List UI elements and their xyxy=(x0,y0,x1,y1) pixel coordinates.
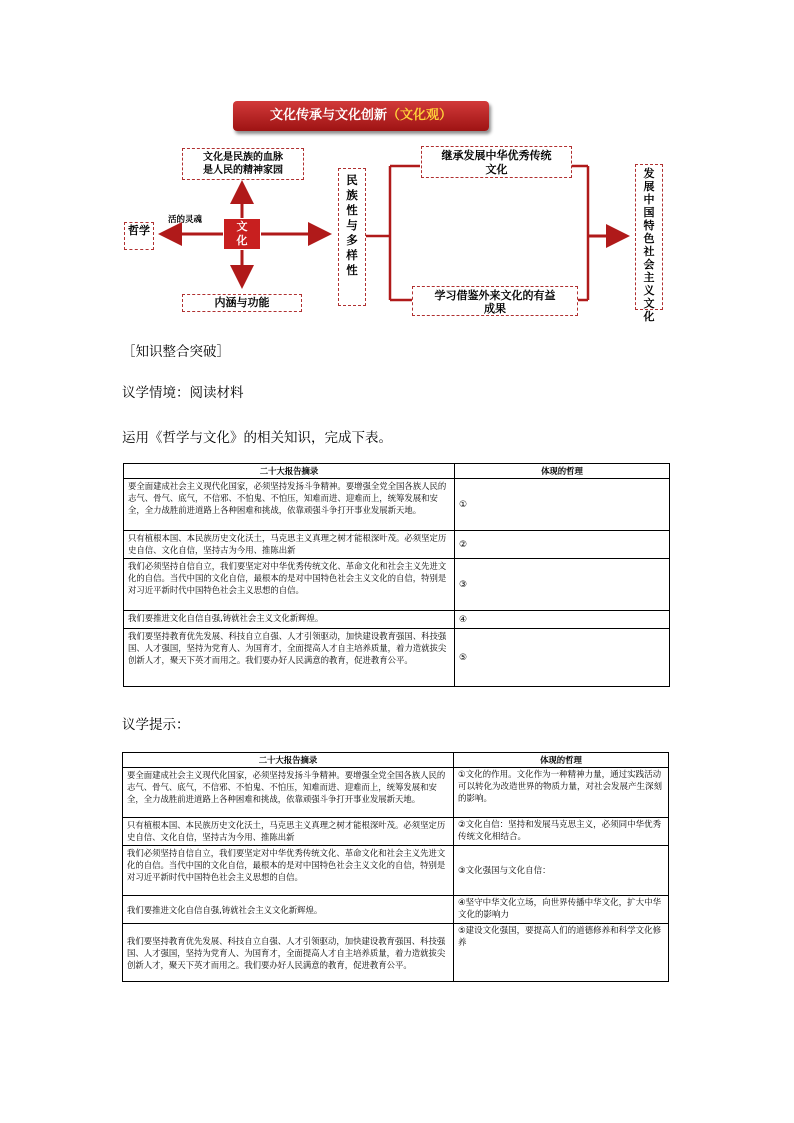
excerpt-cell: 只有植根本国、本民族历史文化沃土，马克思主义真理之树才能根深叶茂。必须坚定历史自信、文化自信，坚持古为今用、推陈出新 xyxy=(124,531,455,559)
culture-center-box xyxy=(224,219,260,249)
excerpt-cell: 只有植根本国、本民族历史文化沃土，马克思主义真理之树才能根深叶茂。必须坚定历史自信、文化自信，坚持古为今用、推陈出新 xyxy=(123,818,454,846)
diagram-title-main: 文化传承与文化创新 xyxy=(269,108,387,123)
excerpt-cell: 我们必须坚持自信自立，我们要坚定对中华优秀传统文化、革命文化和社会主义先进文化的自信。当代中国的文化自信，最根本的是对中国特色社会主义文化的自信，特别是对习近平新时代中国特色社会主义思想的自信。 xyxy=(123,846,454,896)
section-header: ［知识整合突破］ xyxy=(122,344,230,360)
table-header-row xyxy=(124,464,670,479)
excerpt-cell: 我们必须坚持自信自立，我们要坚定对中华优秀传统文化、革命文化和社会主义先进文化的自信。当代中国的文化自信，最根本的是对中国特色社会主义文化的自信，特别是对习近平新时代中国特色社会主义思想的自信。 xyxy=(124,559,455,611)
header-excerpt: 二十大报告摘录 xyxy=(124,464,455,479)
table-row xyxy=(123,924,669,982)
culture-bloodline-box xyxy=(182,148,304,180)
table-row xyxy=(123,846,669,896)
philosophy-label: 哲学 xyxy=(128,224,150,237)
answer-cell: ①文化的作用。文化作为一种精神力量，通过实践活动可以转化为改造世界的物质力量，对社会发展产生深刻的影响。 xyxy=(454,768,669,818)
situation-label: 议学情境：阅读材料 xyxy=(122,385,244,401)
header-excerpt: 二十大报告摘录 xyxy=(123,753,454,768)
diagram-arrows xyxy=(0,0,794,330)
nationality-diversity-label: 民族性与多样性 xyxy=(346,173,358,277)
inherit-tradition-line2: 文化 xyxy=(485,163,508,176)
answer-cell: ⑤建设文化强国，要提高人们的道德修养和科学文化修养 xyxy=(454,924,669,982)
excerpt-cell: 我们要坚持教育优先发展、科技自立自强、人才引领驱动，加快建设教育强国、科技强国、人才强国，坚持为党育人、为国育才，全面提高人才自主培养质量，着力造就拔尖创新人才，聚天下英才而用之。我们要办好人民满意的教育，促进教育公平。 xyxy=(124,629,455,687)
connotation-function-box xyxy=(182,294,302,312)
connotation-function-label: 内涵与功能 xyxy=(214,296,270,309)
excerpt-cell: 我们要坚持教育优先发展、科技自立自强、人才引领驱动，加快建设教育强国、科技强国、人才强国，坚持为党育人、为国育才，全面提高人才自主培养质量，着力造就拔尖创新人才，聚天下英才而用之。我们要办好人民满意的教育，促进教育公平。 xyxy=(123,924,454,982)
answer-table xyxy=(122,752,669,982)
answer-cell[interactable]: ③ xyxy=(455,559,670,611)
header-philosophy: 体现的哲理 xyxy=(455,464,670,479)
exercise-table xyxy=(123,463,670,687)
hint-label: 议学提示： xyxy=(122,717,190,733)
develop-socialist-culture-box xyxy=(635,164,663,323)
instruction-text: 运用《哲学与文化》的相关知识，完成下表。 xyxy=(122,430,392,446)
answer-cell: ②文化自信：坚持和发展马克思主义，必须同中华优秀传统文化相结合。 xyxy=(454,818,669,846)
develop-socialist-culture-label: 发展中国特色社会主义文化 xyxy=(643,167,655,323)
culture-label: 文化 xyxy=(236,220,248,247)
answer-cell: ③文化强国与文化自信： xyxy=(454,846,669,896)
table-row xyxy=(124,559,670,611)
answer-cell: ④坚守中华文化立场，向世界传播中华文化，扩大中华文化的影响力 xyxy=(454,896,669,924)
table-row xyxy=(124,629,670,687)
table-header-row xyxy=(123,753,669,768)
answer-cell[interactable]: ① xyxy=(455,479,670,531)
table-row xyxy=(123,818,669,846)
answer-cell[interactable]: ⑤ xyxy=(455,629,670,687)
excerpt-cell: 要全面建成社会主义现代化国家，必须坚持发扬斗争精神。要增强全党全国各族人民的志气、骨气、底气，不信邪、不怕鬼、不怕压，知难而进、迎难而上，统筹发展和安全，全力战胜前进道路上各种困难和挑战，依靠顽强斗争打开事业发展新天地。 xyxy=(123,768,454,818)
nationality-diversity-box xyxy=(338,168,366,306)
table-row xyxy=(124,611,670,629)
excerpt-cell: 我们要推进文化自信自强,铸就社会主义文化新辉煌。 xyxy=(124,611,455,629)
table-row xyxy=(124,531,670,559)
philosophy-box xyxy=(124,222,154,250)
culture-bloodline-line2: 是人民的精神家园 xyxy=(203,165,283,176)
table-row xyxy=(124,479,670,531)
table-row xyxy=(123,896,669,924)
soul-label: 活的灵魂 xyxy=(168,215,203,225)
excerpt-cell: 我们要推进文化自信自强,铸就社会主义文化新辉煌。 xyxy=(123,896,454,924)
learn-foreign-line1: 学习借鉴外来文化的有益 xyxy=(434,289,556,302)
inherit-tradition-box xyxy=(421,146,572,178)
culture-bloodline-line1: 文化是民族的血脉 xyxy=(203,152,283,163)
table-row xyxy=(123,768,669,818)
header-philosophy: 体现的哲理 xyxy=(454,753,669,768)
answer-cell[interactable]: ② xyxy=(455,531,670,559)
learn-foreign-box xyxy=(412,286,578,316)
inherit-tradition-line1: 继承发展中华优秀传统 xyxy=(441,149,552,162)
learn-foreign-line2: 成果 xyxy=(484,302,506,315)
excerpt-cell: 要全面建成社会主义现代化国家，必须坚持发扬斗争精神。要增强全党全国各族人民的志气、骨气、底气，不信邪、不怕鬼、不怕压，知难而进、迎难而上，统筹发展和安全，全力战胜前进道路上各种困难和挑战，依靠顽强斗争打开事业发展新天地。 xyxy=(124,479,455,531)
diagram-title-paren: （文化观） xyxy=(387,108,453,123)
answer-cell[interactable]: ④ xyxy=(455,611,670,629)
